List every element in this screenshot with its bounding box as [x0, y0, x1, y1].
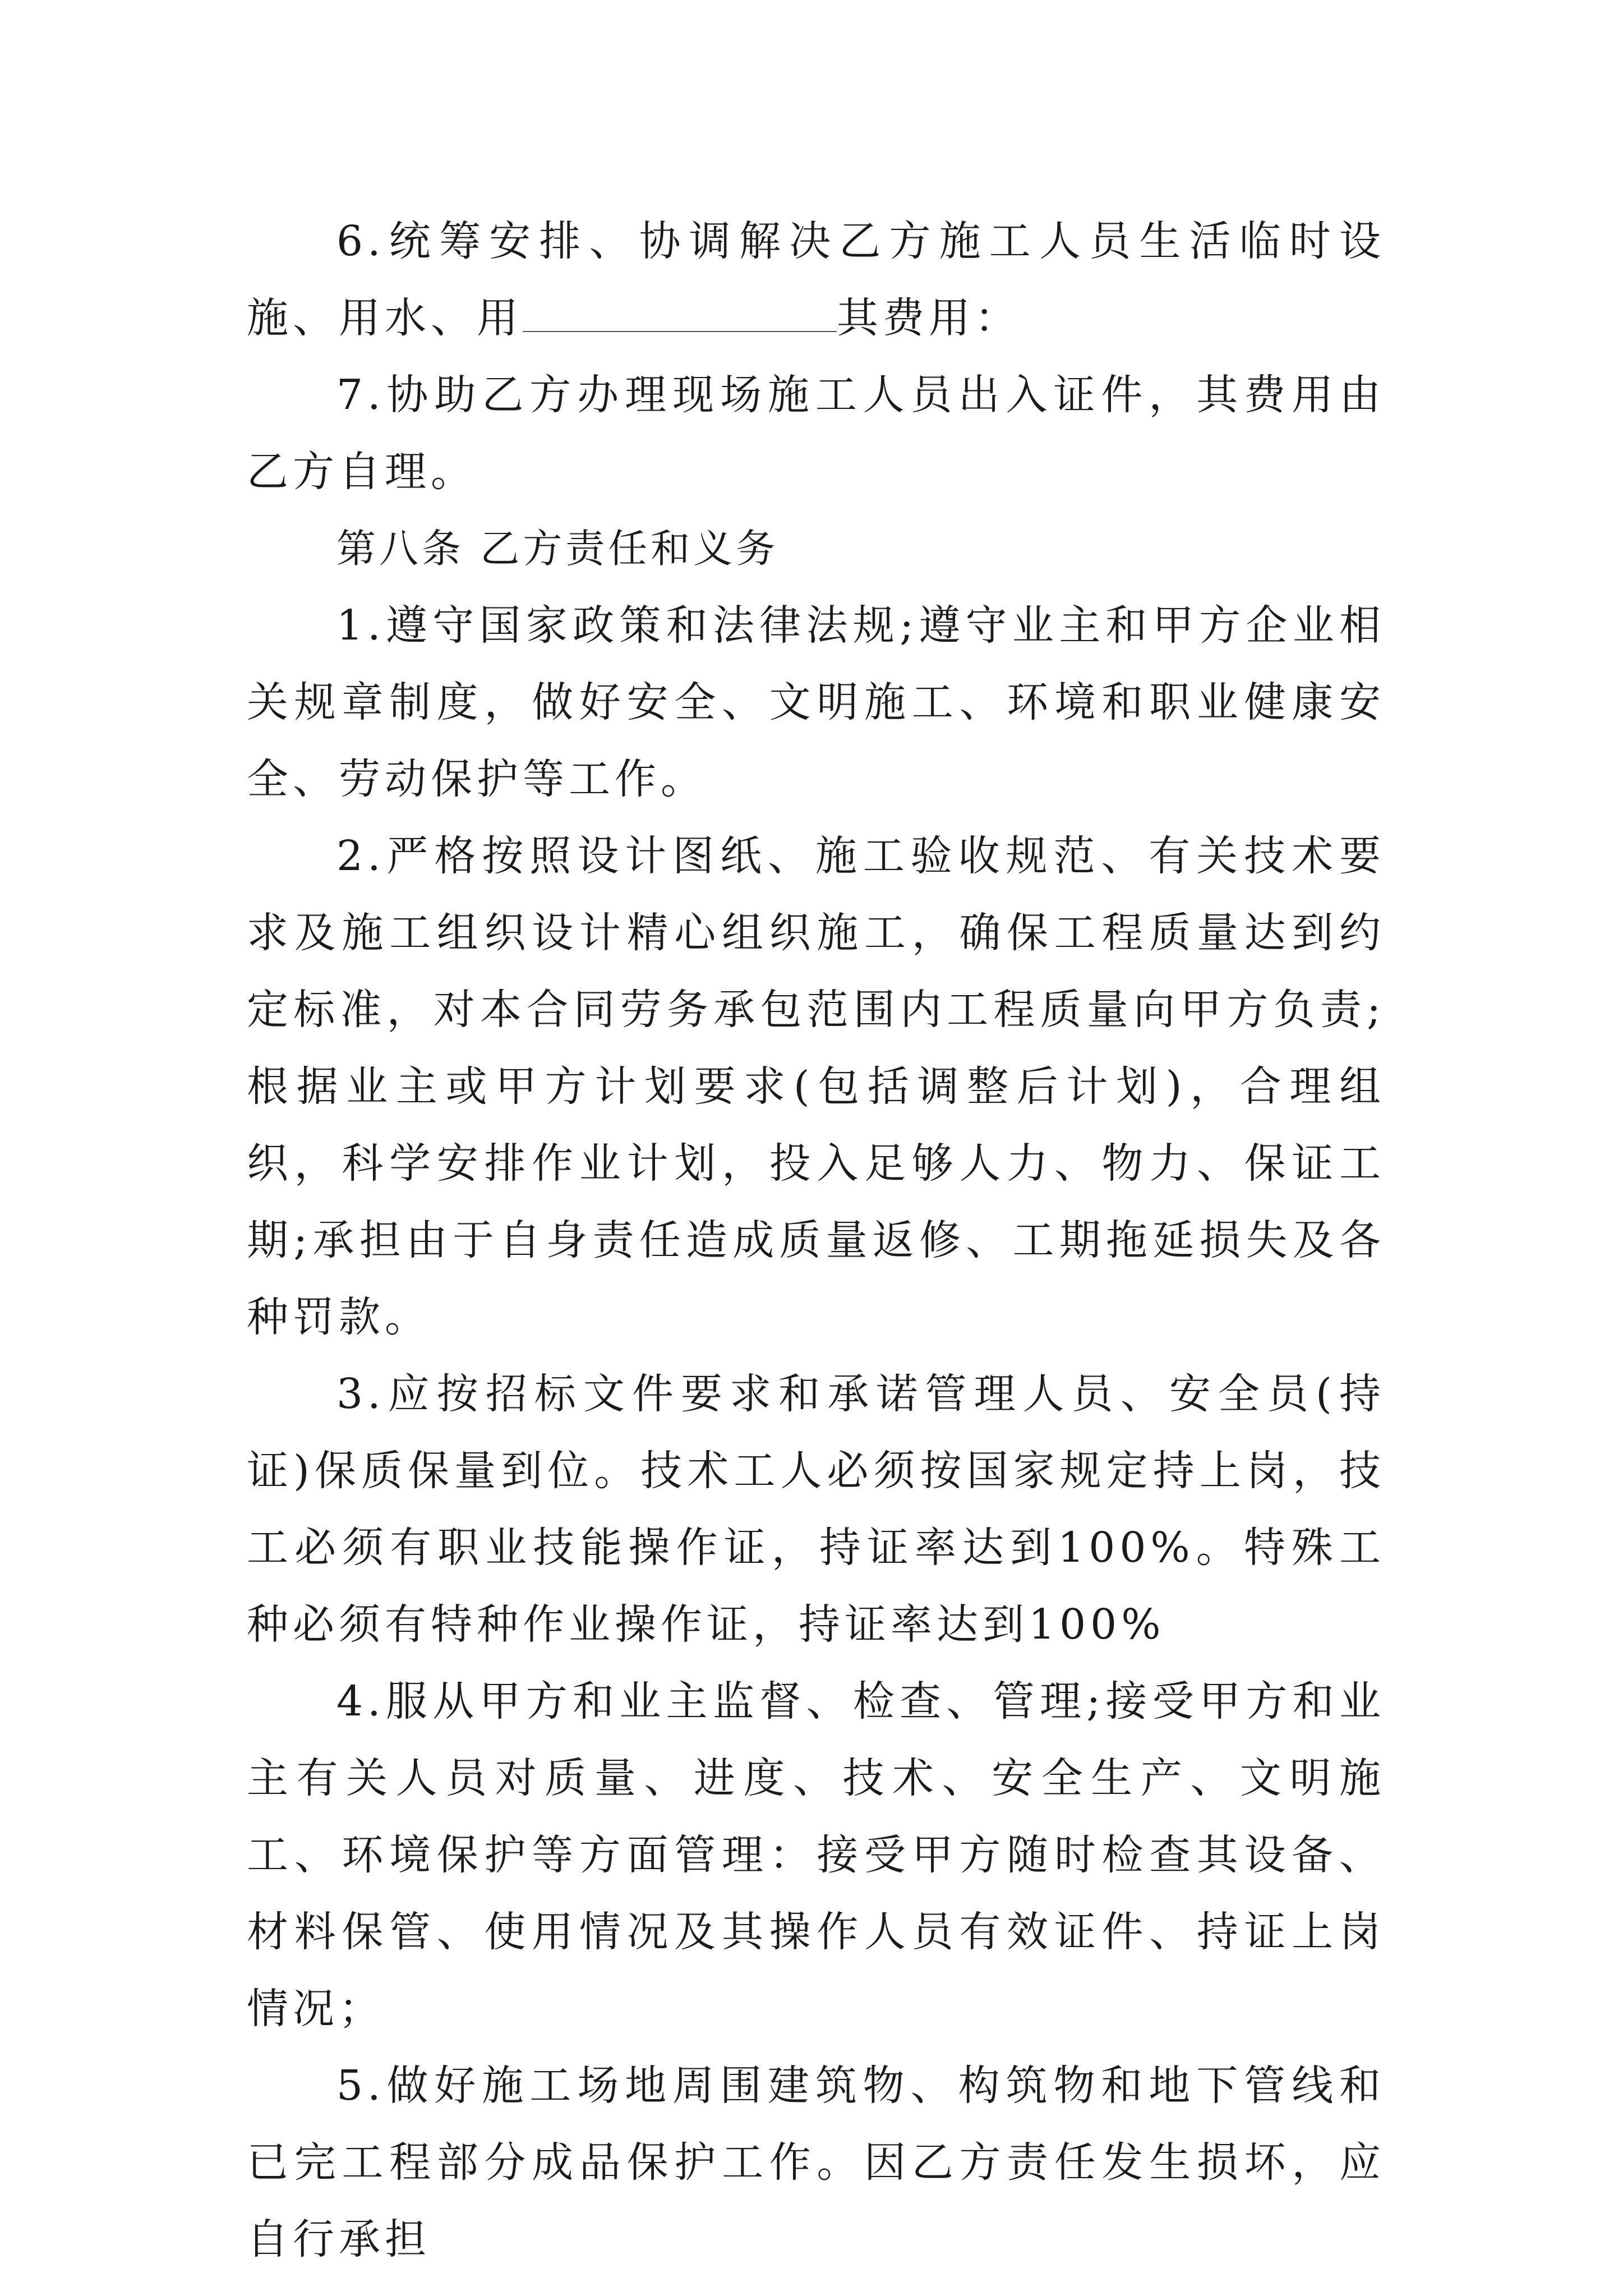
blank-fill-line	[523, 297, 837, 332]
article-8-heading: 第八条 乙方责任和义务	[336, 526, 779, 572]
paragraph-text: 6.统筹安排、协调解决乙方施工人员生活临时设施、用水、用	[247, 217, 1385, 342]
paragraph-party-b-item-4: 4.服从甲方和业主监督、检查、管理;接受甲方和业主有关人员对质量、进度、技术、安全生产、文明施工、环境保护等方面管理：接受甲方随时检查其设备、材料保管、使用情况及其操作人员有效证件、持证上岗情况；	[247, 1677, 1385, 2033]
paragraph-party-b-item-3: 3.应按招标文件要求和承诺管理人员、安全员(持证)保质保量到位。技术工人必须按国家规定持上岗，技工必须有职业技能操作证，持证率达到100%。特殊工种必须有特种作业操作证，持证率达到100%	[247, 1370, 1385, 1649]
paragraph-party-b-item-2: 2.严格按照设计图纸、施工验收规范、有关技术要求及施工组织设计精心组织施工，确保工程质量达到约定标准，对本合同劳务承包范围内工程质量向甲方负责;根据业主或甲方计划要求(包括调整后计划)，合理组织，科学安排作业计划，投入足够人力、物力、保证工期;承担由于自身责任造成质量返修、工期拖延损失及各种罚款。	[247, 832, 1385, 1341]
paragraph-party-a-item-6	[247, 203, 1385, 357]
paragraph-text: 其费用：	[837, 294, 1021, 342]
paragraph-party-b-item-5: 5.做好施工场地周围建筑物、构筑物和地下管线和已完工程部分成品保护工作。因乙方责任发生损坏，应自行承担	[247, 2062, 1385, 2263]
paragraph-party-b-item-1: 1.遵守国家政策和法律法规;遵守业主和甲方企业相关规章制度，做好安全、文明施工、环境和职业健康安全、劳动保护等工作。	[247, 601, 1385, 803]
paragraph-party-a-item-7: 7.协助乙方办理现场施工人员出入证件，其费用由乙方自理。	[247, 371, 1385, 496]
document-body	[247, 203, 1385, 2278]
